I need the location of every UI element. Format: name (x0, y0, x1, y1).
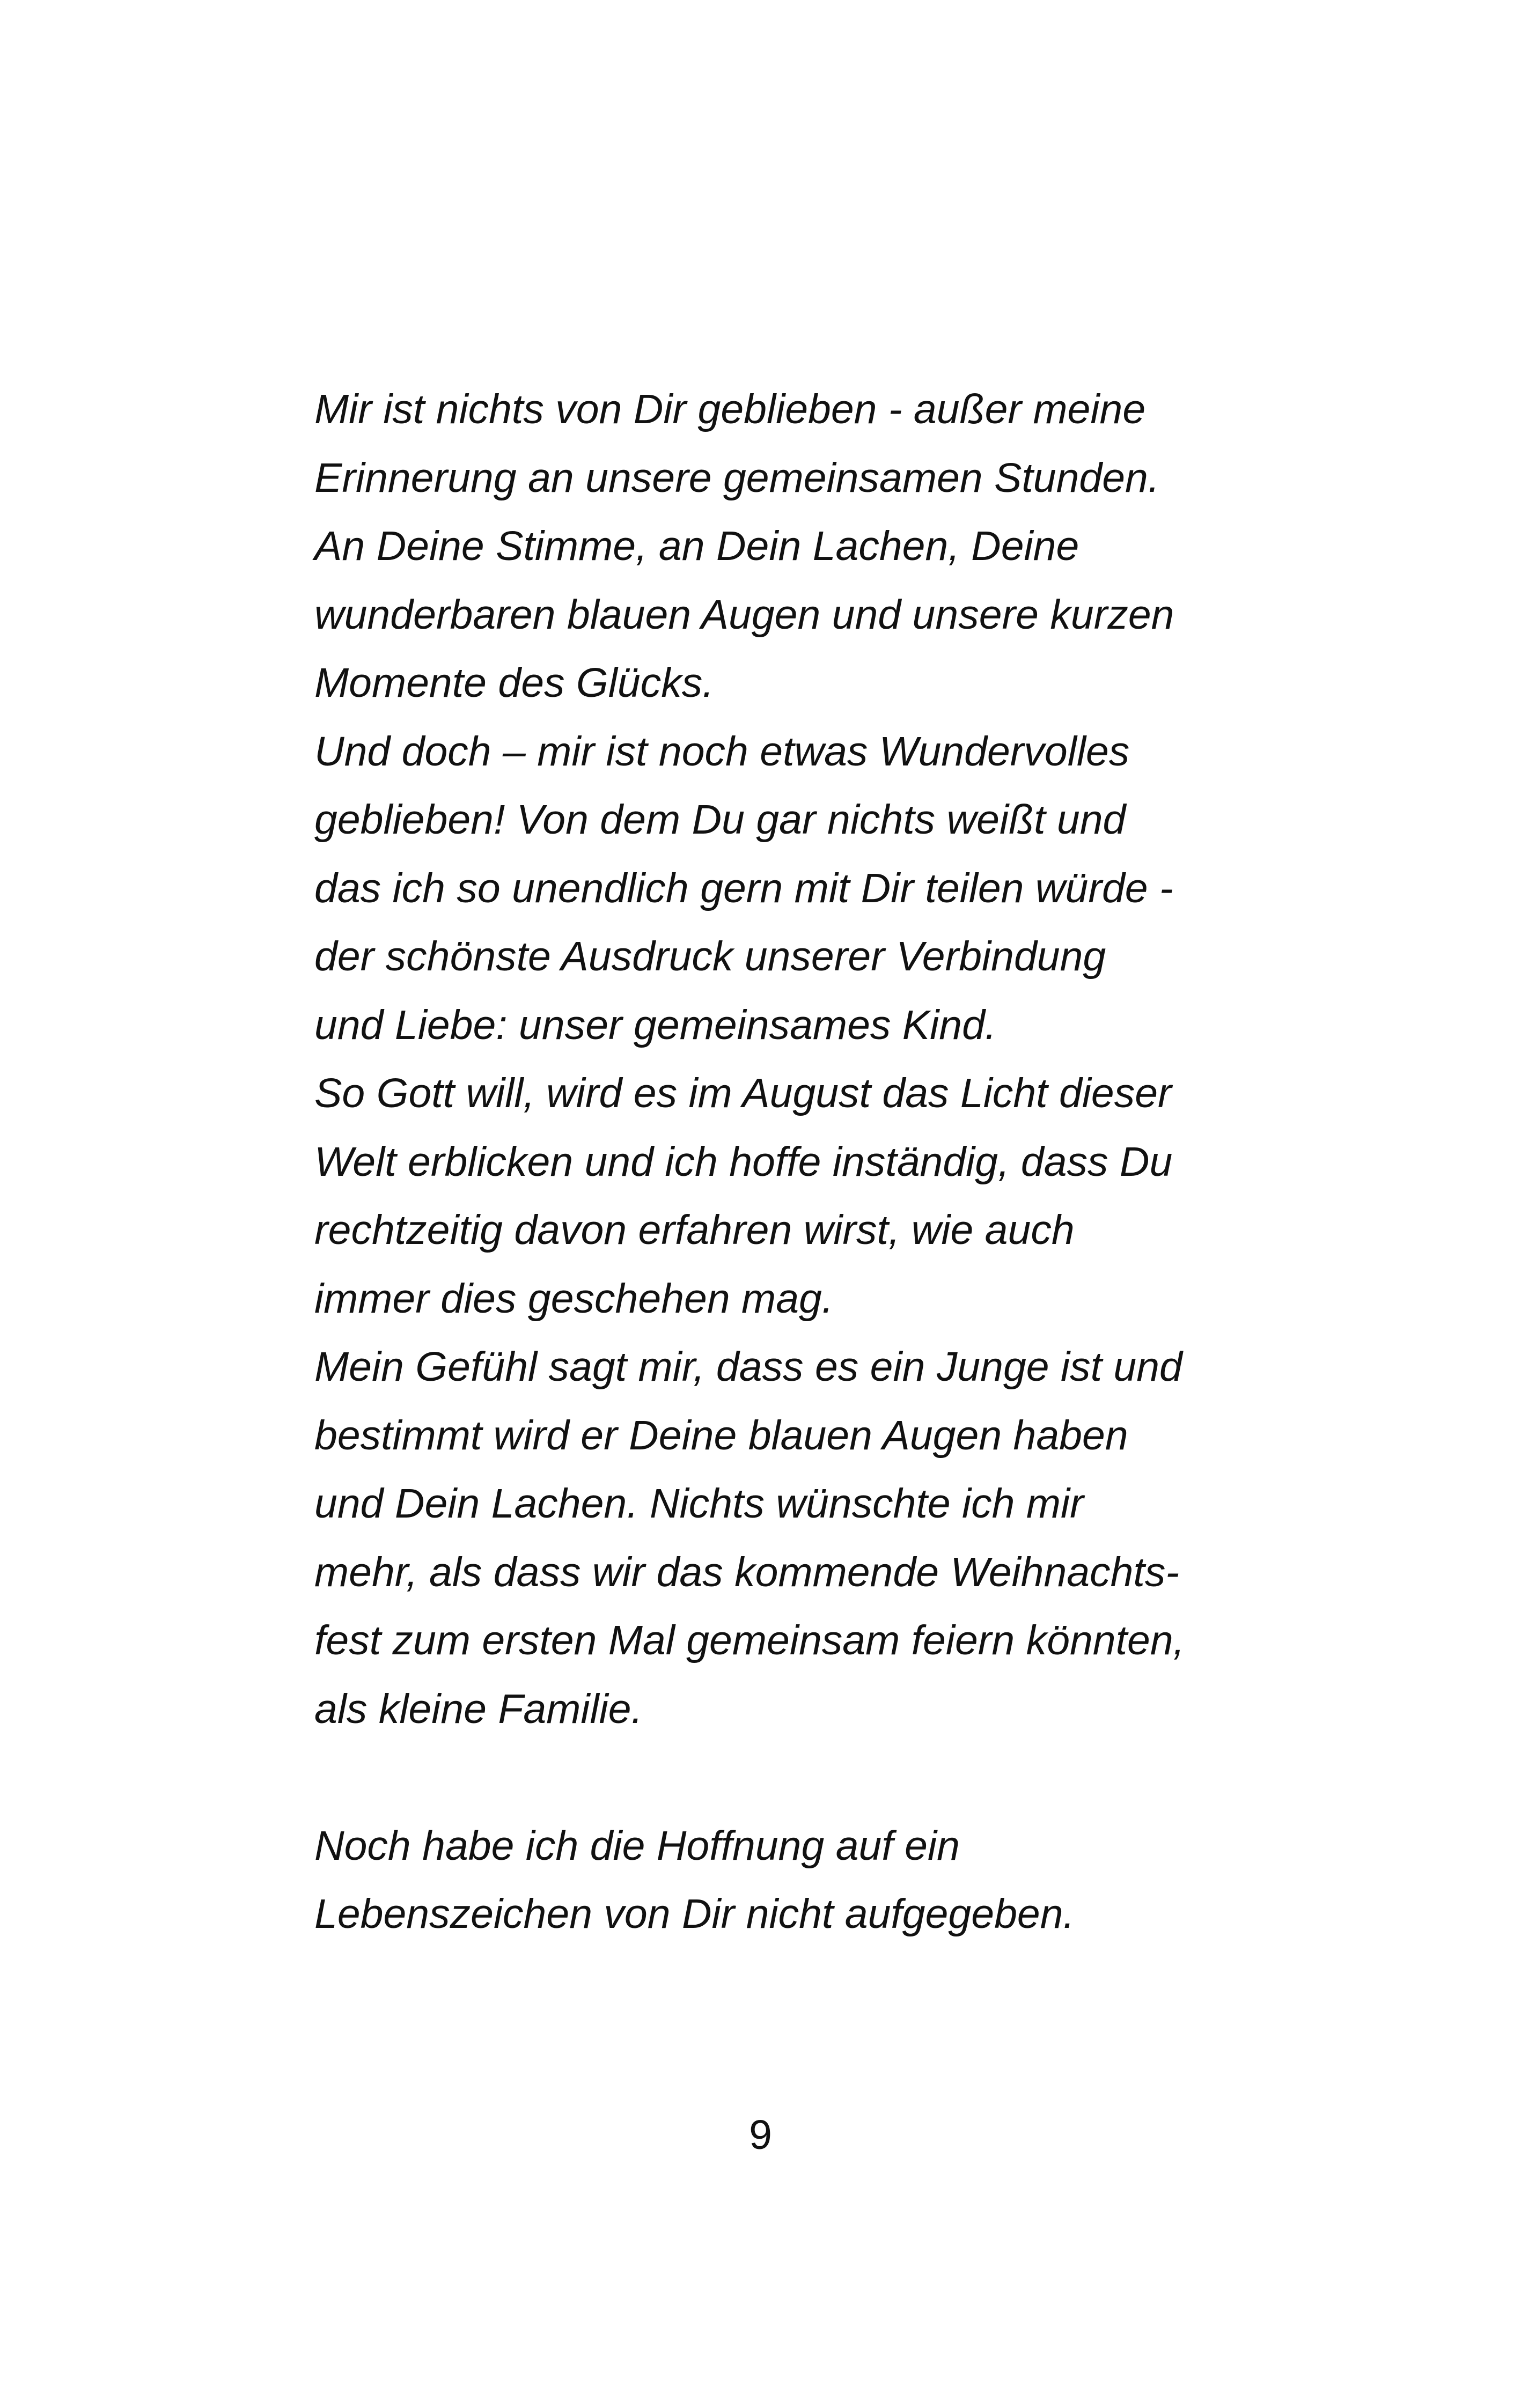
text-line: fest zum ersten Mal gemeinsam feiern könnten, (314, 1617, 1185, 1663)
text-line: als kleine Familie. (314, 1685, 643, 1732)
text-line: mehr, als dass wir das kommende Weihnachts- (314, 1549, 1179, 1595)
text-line: geblieben! Von dem Du gar nichts weißt und (314, 797, 1126, 843)
text-line: rechtzeitig davon erfahren wirst, wie auch (314, 1207, 1075, 1253)
text-line: Momente des Glücks. (314, 660, 714, 706)
text-line: und Liebe: unser gemeinsames Kind. (314, 1002, 997, 1048)
text-line: wunderbaren blauen Augen und unsere kurzen (314, 591, 1174, 638)
text-line: der schönste Ausdruck unserer Verbindung (314, 933, 1106, 980)
text-line: Lebenszeichen von Dir nicht aufgegeben. (314, 1891, 1075, 1937)
text-line: So Gott will, wird es im August das Licht dieser (314, 1070, 1172, 1116)
text-line: Mir ist nichts von Dir geblieben - außer meine (314, 386, 1146, 432)
text-line: An Deine Stimme, an Dein Lachen, Deine (314, 523, 1079, 569)
page-number: 9 (749, 2112, 772, 2158)
text-line: Noch habe ich die Hoffnung auf ein (314, 1822, 960, 1869)
text-line: das ich so unendlich gern mit Dir teilen würde - (314, 865, 1173, 911)
text-line: und Dein Lachen. Nichts wünschte ich mir (314, 1481, 1084, 1527)
text-line: immer dies geschehen mag. (314, 1275, 834, 1322)
text-line: Erinnerung an unsere gemeinsamen Stunden. (314, 454, 1160, 501)
text-line: bestimmt wird er Deine blauen Augen haben (314, 1412, 1128, 1459)
text-line: Mein Gefühl sagt mir, dass es ein Junge ist und (314, 1344, 1182, 1390)
paragraph-gap (314, 1743, 1334, 1812)
text-line: Welt erblicken und ich hoffe inständig, dass Du (314, 1138, 1173, 1185)
body-text (314, 375, 1334, 1949)
text-line: Und doch – mir ist noch etwas Wundervolles (314, 728, 1130, 775)
